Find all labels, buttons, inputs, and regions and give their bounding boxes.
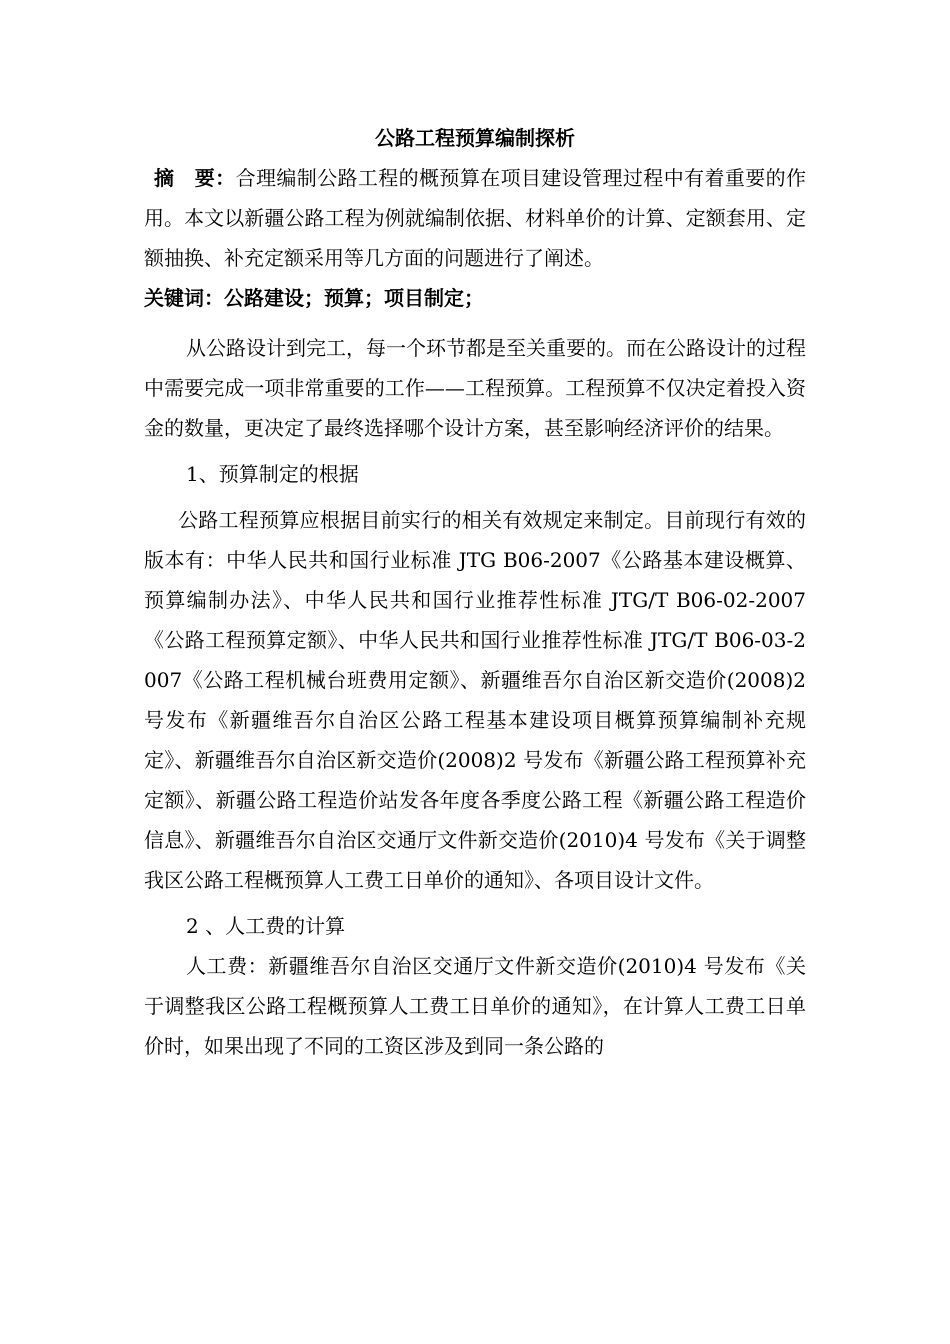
section-heading-2: 2 、人工费的计算 (186, 914, 346, 938)
document-title: 公路工程预算编制探析 (375, 126, 575, 150)
document-body (144, 118, 806, 1066)
section-paragraph-1: 公路工程预算应根据目前实行的相关有效规定来制定。目前现行有效的版本有：中华人民共和国行业标准 JTG B06-2007《公路基本建设概算、预算编制办法》、中华人民共和国行业推荐性标准 JTG/T B06-02-2007《公路工程预算定额》、中华人民共和国行业推荐性标准 JTG/T B06-03-2007《公路工程机械台班费用定额》、新疆维吾尔自治区新交造价(2008)2 号发布《新疆维吾尔自治区公路工程基本建设项目概算预算编制补充规定》、新疆维吾尔自治区新交造价(2008)2 号发布《新疆公路工程预算补充定额》、新疆公路工程造价站发各年度各季度公路工程《新疆公路工程造价信息》、新疆维吾尔自治区交通厅文件新交造价(2010)4 号发布《关于调整我区公路工程概预算人工费工日单价的通知》、各项目设计文件。 (144, 508, 806, 892)
section-paragraph-2: 人工费：新疆维吾尔自治区交通厅文件新交造价(2010)4 号发布《关于调整我区公路工程概预算人工费工日单价的通知》，在计算人工费工日单价时，如果出现了不同的工资区涉及到同一条公路的 (144, 954, 806, 1058)
section-heading-1: 1、预算制定的根据 (186, 462, 359, 486)
keywords-line: 关键词：公路建设；预算；项目制定； (144, 286, 484, 310)
intro-paragraph: 从公路设计到完工，每一个环节都是至关重要的。而在公路设计的过程中需要完成一项非常重要的工作——工程预算。工程预算不仅决定着投入资金的数量，更决定了最终选择哪个设计方案，甚至影响经济评价的结果。 (144, 336, 806, 440)
abstract-paragraph (144, 158, 806, 278)
abstract-text: 合理编制公路工程的概预算在项目建设管理过程中有着重要的作用。本文以新疆公路工程为例就编制依据、材料单价的计算、定额套用、定额抽换、补充定额采用等几方面的问题进行了阐述。 (144, 166, 807, 270)
abstract-label: 摘 要： (154, 166, 236, 190)
